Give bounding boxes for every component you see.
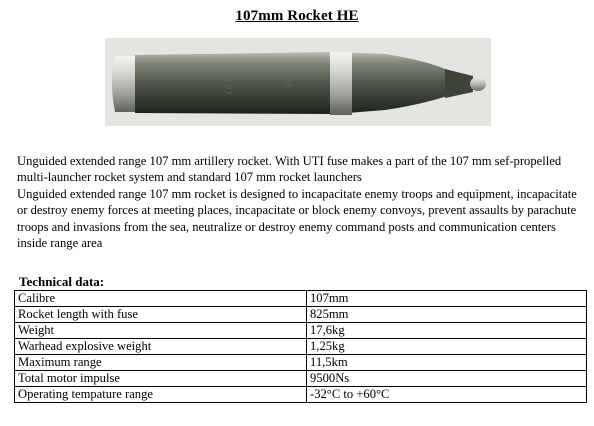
spec-value: 1,25kg	[307, 339, 587, 355]
technical-data-heading: Technical data:	[19, 274, 105, 289]
table-row	[15, 291, 587, 307]
table-row	[15, 307, 587, 323]
table-row	[15, 387, 587, 403]
document-title: 107mm Rocket HE	[235, 8, 359, 24]
spec-label: Weight	[15, 323, 307, 339]
spec-label: Rocket length with fuse	[15, 307, 307, 323]
spec-value: 825mm	[307, 307, 587, 323]
table-row	[15, 323, 587, 339]
svg-text:107: 107	[222, 78, 232, 96]
description-paragraph-2: Unguided extended range 107 mm rocket is designed to incapacitate enemy troops and equipment, incapacitate or destroy enemy forces at meeting places, incapacitate or block enemy convoys, prevent assaults by parachute troops and invasions from the sea, neutralize or destroy enemy command posts and communication centers inside range area	[17, 186, 577, 251]
rocket-photo	[105, 38, 491, 126]
description	[17, 153, 579, 251]
spec-label: Warhead explosive weight	[15, 339, 307, 355]
table-row	[15, 355, 587, 371]
spec-label: Total motor impulse	[15, 371, 307, 387]
spec-value: -32°C to +60°C	[307, 387, 587, 403]
svg-text:HE: HE	[282, 76, 292, 89]
technical-data-table	[14, 290, 587, 403]
table-row	[15, 339, 587, 355]
spec-label: Operating tempature range	[15, 387, 307, 403]
spec-value: 9500Ns	[307, 371, 587, 387]
spec-value: 11,5km	[307, 355, 587, 371]
description-paragraph-1: Unguided extended range 107 mm artillery rocket. With UTI fuse makes a part of the 107 mm sef-propelled multi-launcher rocket system and standard 107 mm rocket launchers	[17, 154, 562, 185]
spec-label: Maximum range	[15, 355, 307, 371]
spec-value: 17,6kg	[307, 323, 587, 339]
spec-label: Calibre	[15, 291, 307, 307]
table-row	[15, 371, 587, 387]
spec-value: 107mm	[307, 291, 587, 307]
